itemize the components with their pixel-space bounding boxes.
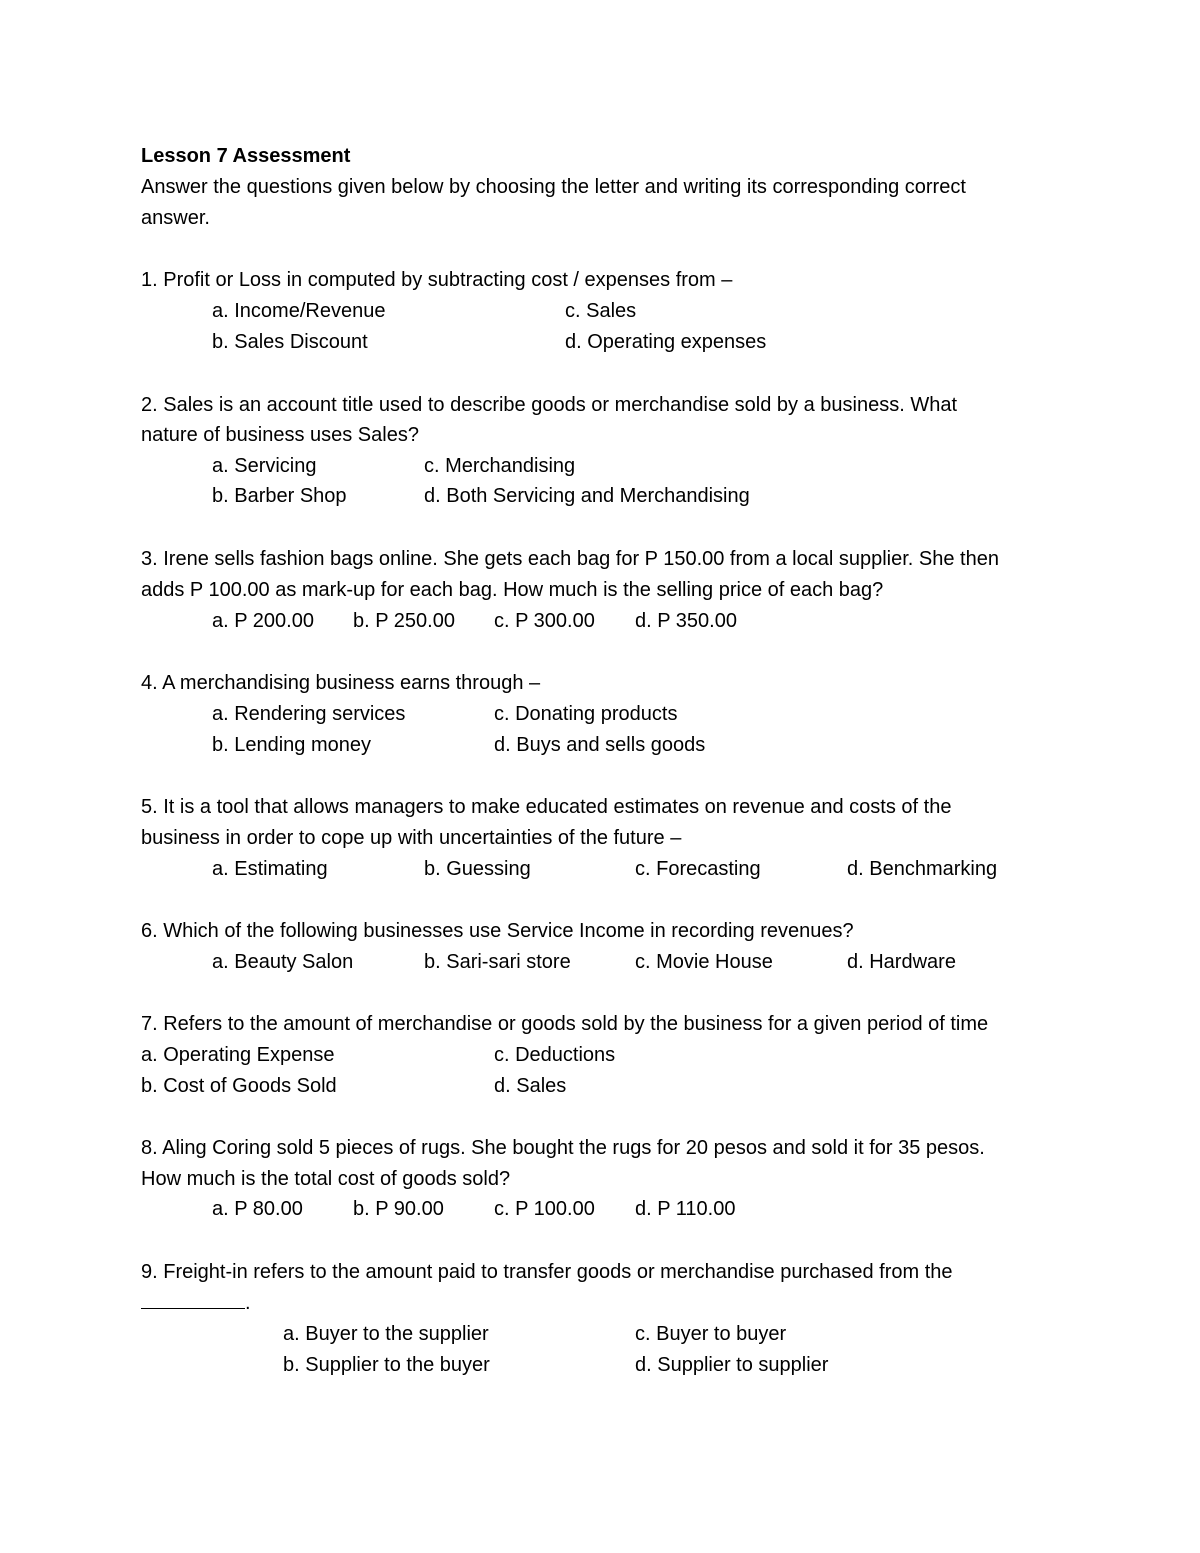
- question-9-stem-line-1: 9. Freight-in refers to the amount paid to transfer goods or merchandise purchased from the: [141, 1261, 953, 1283]
- question-5-choice-b: b. Guessing: [424, 858, 531, 880]
- question-2-choice-d: d. Both Servicing and Merchandising: [424, 485, 750, 507]
- question-4-choice-b: b. Lending money: [212, 734, 372, 756]
- question-7-choice-c: c. Deductions: [494, 1044, 616, 1066]
- question-8-choice-b: b. P 90.00: [353, 1198, 444, 1220]
- question-6-choice-d: d. Hardware: [847, 951, 956, 973]
- question-7-choice-b: b. Cost of Goods Sold: [141, 1075, 337, 1097]
- question-7-choice-a: a. Operating Expense: [141, 1044, 335, 1066]
- question-2-choice-b: b. Barber Shop: [212, 485, 347, 507]
- question-4-choice-c: c. Donating products: [494, 703, 678, 725]
- question-3-choice-a: a. P 200.00: [212, 610, 314, 632]
- question-1-choice-d: d. Operating expenses: [565, 331, 767, 353]
- question-9-choice-d: d. Supplier to supplier: [635, 1354, 829, 1376]
- page-title: Lesson 7 Assessment: [141, 145, 351, 167]
- question-3-choice-c: c. P 300.00: [494, 610, 595, 632]
- question-6-choice-a: a. Beauty Salon: [212, 951, 354, 973]
- question-4-choice-a: a. Rendering services: [212, 703, 406, 725]
- question-6-choice-b: b. Sari-sari store: [424, 951, 571, 973]
- question-3-stem-line-1: 3. Irene sells fashion bags online. She gets each bag for P 150.00 from a local supplier. She then: [141, 548, 999, 570]
- question-9-stem-period: .: [245, 1292, 251, 1314]
- question-6-choice-c: c. Movie House: [635, 951, 773, 973]
- question-1-stem: 1. Profit or Loss in computed by subtracting cost / expenses from –: [141, 269, 733, 291]
- question-8-choice-d: d. P 110.00: [635, 1198, 736, 1220]
- question-4-choice-d: d. Buys and sells goods: [494, 734, 706, 756]
- question-9-choice-b: b. Supplier to the buyer: [283, 1354, 490, 1376]
- question-5-choice-c: c. Forecasting: [635, 858, 761, 880]
- question-8-choice-c: c. P 100.00: [494, 1198, 595, 1220]
- question-1-choice-b: b. Sales Discount: [212, 331, 368, 353]
- answer-blank: [141, 1290, 245, 1309]
- question-1-choice-a: a. Income/Revenue: [212, 300, 386, 322]
- question-2-choice-a: a. Servicing: [212, 455, 317, 477]
- question-8-choice-a: a. P 80.00: [212, 1198, 303, 1220]
- question-5-choice-d: d. Benchmarking: [847, 858, 998, 880]
- question-1-choice-c: c. Sales: [565, 300, 637, 322]
- question-9-choice-a: a. Buyer to the supplier: [283, 1323, 489, 1345]
- question-9-choice-c: c. Buyer to buyer: [635, 1323, 787, 1345]
- question-3-choice-b: b. P 250.00: [353, 610, 455, 632]
- question-9-stem-line-2: [141, 1289, 251, 1317]
- question-3-choice-d: d. P 350.00: [635, 610, 737, 632]
- question-2-stem-line-2: nature of business uses Sales?: [141, 424, 419, 446]
- question-6-stem: 6. Which of the following businesses use Service Income in recording revenues?: [141, 920, 854, 942]
- question-5-stem-line-1: 5. It is a tool that allows managers to make educated estimates on revenue and costs of the: [141, 796, 952, 818]
- question-8-stem-line-2: How much is the total cost of goods sold?: [141, 1168, 511, 1190]
- question-3-stem-line-2: adds P 100.00 as mark-up for each bag. How much is the selling price of each bag?: [141, 579, 884, 601]
- question-7-choice-d: d. Sales: [494, 1075, 567, 1097]
- question-4-stem: 4. A merchandising business earns through –: [141, 672, 541, 694]
- question-2-stem-line-1: 2. Sales is an account title used to describe goods or merchandise sold by a business. What: [141, 394, 958, 416]
- instructions-line-1: Answer the questions given below by choosing the letter and writing its corresponding correct: [141, 176, 966, 198]
- instructions-line-2: answer.: [141, 207, 210, 229]
- question-2-choice-c: c. Merchandising: [424, 455, 576, 477]
- question-7-stem: 7. Refers to the amount of merchandise or goods sold by the business for a given period of time: [141, 1013, 989, 1035]
- question-8-stem-line-1: 8. Aling Coring sold 5 pieces of rugs. She bought the rugs for 20 pesos and sold it for 35 pesos.: [141, 1137, 985, 1159]
- question-5-choice-a: a. Estimating: [212, 858, 328, 880]
- question-5-stem-line-2: business in order to cope up with uncertainties of the future –: [141, 827, 682, 849]
